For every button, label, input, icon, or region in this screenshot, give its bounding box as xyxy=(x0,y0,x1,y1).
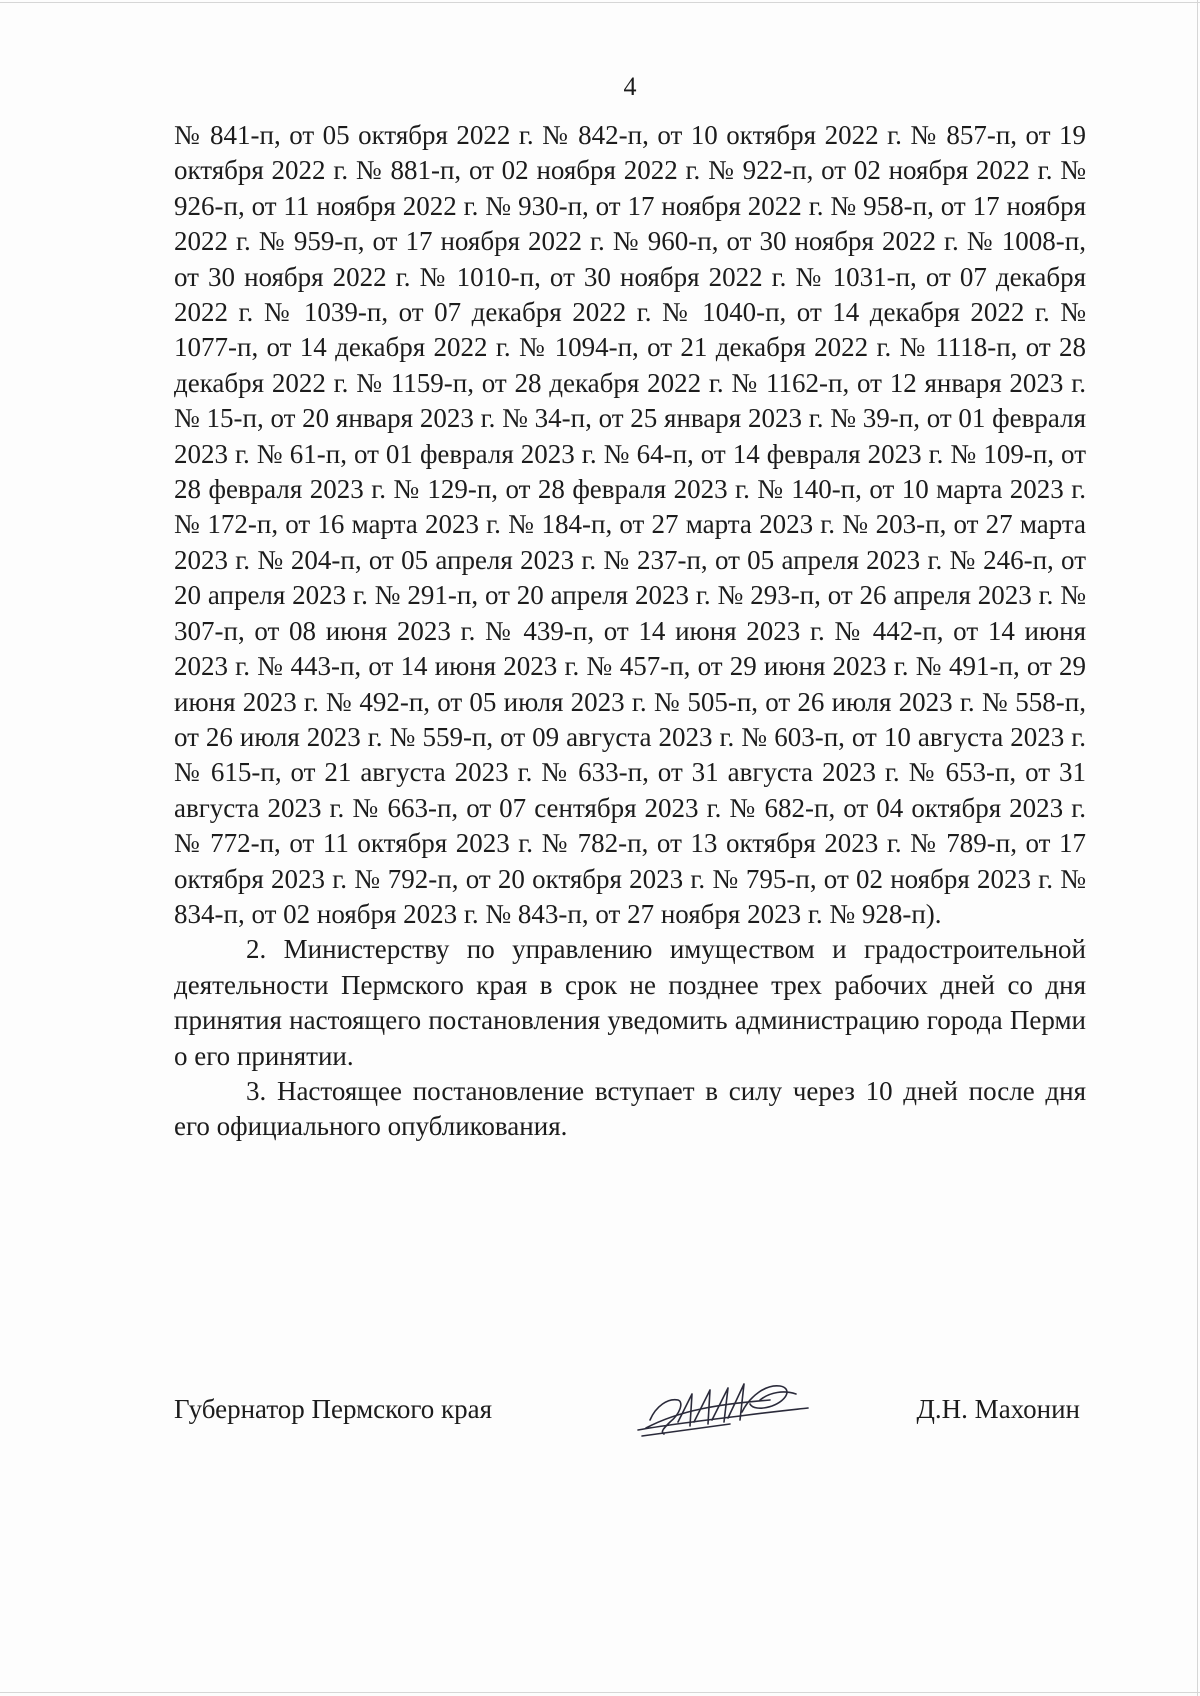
scan-edge-top xyxy=(0,2,1200,3)
handwritten-signature xyxy=(620,1370,820,1450)
signatory-title: Губернатор Пермского края xyxy=(174,1394,493,1424)
signatory-name: Д.Н. Махонин xyxy=(916,1394,1080,1424)
paragraph-continuation: № 841-п, от 05 октября 2022 г. № 842-п, от 10 октября 2022 г. № 857-п, от 19 октября 2022 г. № 881-п, от 02 ноября 2022 г. № 922-п, от 02 ноября 2022 г. № 926-п, от 11 ноября 2022 г. № 930-п, от 17 ноября 2022 г. № 958-п, от 17 ноября 2022 г. № 959-п, от 17 ноября 2022 г. № 960-п, от 30 ноября 2022 г. № 1008-п, от 30 ноября 2022 г. № 1010-п, от 30 ноября 2022 г. № 1031-п, от 07 декабря 2022 г. № 1039-п, от 07 декабря 2022 г. № 1040-п, от 14 декабря 2022 г. № 1077-п, от 14 декабря 2022 г. № 1094-п, от 21 декабря 2022 г. № 1118-п, от 28 декабря 2022 г. № 1159-п, от 28 декабря 2022 г. № 1162-п, от 12 января 2023 г. № 15-п, от 20 января 2023 г. № 34-п, от 25 января 2023 г. № 39-п, от 01 февраля 2023 г. № 61-п, от 01 февраля 2023 г. № 64-п, от 14 февраля 2023 г. № 109-п, от 28 февраля 2023 г. № 129-п, от 28 февраля 2023 г. № 140-п, от 10 марта 2023 г. № 172-п, от 16 марта 2023 г. № 184-п, от 27 марта 2023 г. № 203-п, от 27 марта 2023 г. № 204-п, от 05 апреля 2023 г. № 237-п, от 05 апреля 2023 г. № 246-п, от 20 апреля 2023 г. № 291-п, от 20 апреля 2023 г. № 293-п, от 26 апреля 2023 г. № 307-п, от 08 июня 2023 г. № 439-п, от 14 июня 2023 г. № 442-п, от 14 июня 2023 г. № 443-п, от 14 июня 2023 г. № 457-п, от 29 июня 2023 г. № 491-п, от 29 июня 2023 г. № 492-п, от 05 июля 2023 г. № 505-п, от 26 июля 2023 г. № 558-п, от 26 июля 2023 г. № 559-п, от 09 августа 2023 г. № 603-п, от 10 августа 2023 г. № 615-п, от 21 августа 2023 г. № 633-п, от 31 августа 2023 г. № 653-п, от 31 августа 2023 г. № 663-п, от 07 сентября 2023 г. № 682-п, от 04 октября 2023 г. № 772-п, от 11 октября 2023 г. № 782-п, от 13 октября 2023 г. № 789-п, от 17 октября 2023 г. № 792-п, от 20 октября 2023 г. № 795-п, от 02 ноября 2023 г. № 834-п, от 02 ноября 2023 г. № 843-п, от 27 ноября 2023 г. № 928-п). xyxy=(174,120,1086,929)
document-body xyxy=(174,118,1086,1145)
scan-edge-bottom xyxy=(0,1692,1200,1693)
scan-edge-right xyxy=(1197,0,1198,1696)
page-number: 4 xyxy=(623,72,637,101)
paragraph-item-2: 2. Министерству по управлению имуществом и градостроительной деятельности Пермского края в срок не позднее трех рабочих дней со дня принятия настоящего постановления уведомить администрацию города Перми о его принятии. xyxy=(174,934,1086,1071)
signature-block xyxy=(174,1384,1080,1444)
paragraph-item-3: 3. Настоящее постановление вступает в силу через 10 дней после дня его официального опубликования. xyxy=(174,1075,1086,1142)
